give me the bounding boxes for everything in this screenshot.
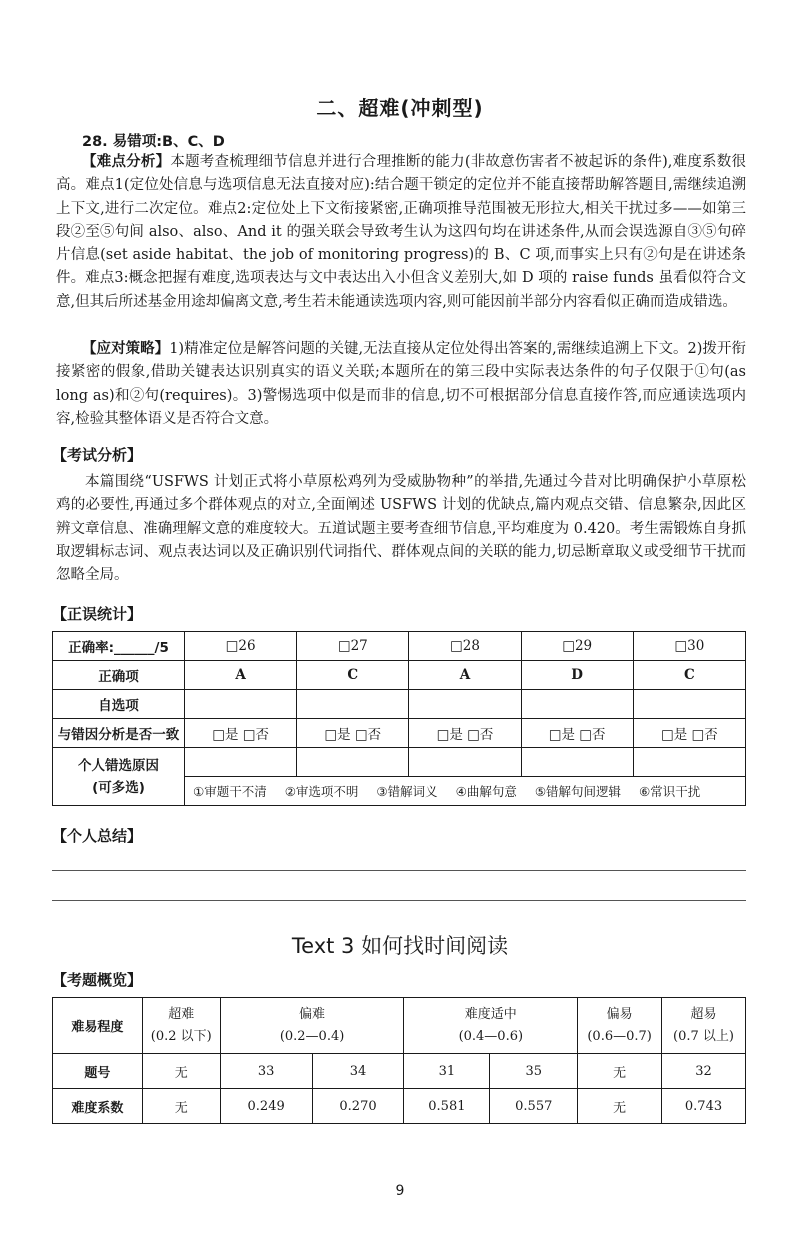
difficulty-coefficient: 0.557 xyxy=(490,1089,578,1124)
reason-option[interactable]: ⑥常识干扰 xyxy=(639,784,701,799)
reason-option[interactable]: ②审选项不明 xyxy=(284,784,359,799)
reason-option[interactable]: ③错解词义 xyxy=(376,784,438,799)
summary-line-1[interactable] xyxy=(52,870,746,871)
level-range: (0.6—0.7) xyxy=(587,1028,652,1044)
summary-line-2[interactable] xyxy=(52,900,746,901)
self-answer-cell[interactable] xyxy=(409,690,521,719)
question-number: 31 xyxy=(404,1054,490,1089)
yes-no-checkbox[interactable]: □是 □否 xyxy=(185,719,297,748)
difficulty-analysis-tag: 【难点分析】 xyxy=(82,154,171,170)
self-answer-cell[interactable] xyxy=(297,690,409,719)
exam-analysis-text: 本篇围绕“USFWS 计划正式将小草原松鸡列为受威胁物种”的举措,先通过今昔对比明确保护小草原松鸡的必要性,再通过多个群体观点的对立,全面阐述 USFWS 计划的优缺点,篇内观点交错、信息繁杂,因此区辨文章信息、准确理解文意的难度较大。五道试题主要考查细节信息,平均难度为 0.420。考生需锻炼自身抓取逻辑标志词、观点表达词以及正确识别代词指代、群体观点间的关联的能力,切忌断章取义或受细节干扰而忽略全局。 xyxy=(56,474,746,584)
question-number: 34 xyxy=(312,1054,404,1089)
reason-blank-cell[interactable] xyxy=(185,748,297,777)
yes-no-checkbox[interactable]: □是 □否 xyxy=(521,719,633,748)
yes-no-checkbox[interactable]: □是 □否 xyxy=(633,719,745,748)
reason-option[interactable]: ④曲解句意 xyxy=(455,784,517,799)
difficulty-coefficient: 0.743 xyxy=(662,1089,746,1124)
stats-row-correct xyxy=(53,661,746,690)
accuracy-cell[interactable]: 正确率:______/5 xyxy=(53,632,185,661)
reason-options xyxy=(185,777,746,806)
self-answer-cell[interactable] xyxy=(521,690,633,719)
strategy-tag: 【应对策略】 xyxy=(82,341,170,357)
difficulty-coefficient: 0.270 xyxy=(312,1089,404,1124)
difficulty-analysis-text: 本题考查梳理细节信息并进行合理推断的能力(非故意伤害者不被起诉的条件),难度系数很高。难点1(定位处信息与选项信息无法直接对应):结合题干锁定的定位并不能直接帮助解答题目,需继续追溯上下文,进行二次定位。难点2:定位处上下文衔接紧密,正确项推导范围被无形拉大,相关干扰过多——如第三段②至⑤句间 also、also、And it 的强关联会导致考生认为这四句均在讲述条件,从而会误选源自③⑤句碎片信息(set aside habitat、the job of monitoring progress)的 B、C 项,而事实上只有②句是在讲述条件。难点3:概念把握有难度,选项表达与文中表达出入小但含义差别大,如 D 项的 raise funds 虽看似符合文意,但其后所述基金用途却偏离文意,考生若未能通读选项内容,则可能因前半部分内容看似正确而造成错选。 xyxy=(56,154,746,310)
yes-no-checkbox[interactable]: □是 □否 xyxy=(297,719,409,748)
reason-blank-cell[interactable] xyxy=(297,748,409,777)
section-title: 二、超难(冲刺型) xyxy=(316,96,484,120)
overview-row-numbers xyxy=(53,1054,746,1089)
correct-label: 正确项 xyxy=(53,661,185,690)
level-super-easy xyxy=(662,998,746,1054)
reason-blank-cell[interactable] xyxy=(409,748,521,777)
text3-title: Text 3 如何找时间阅读 xyxy=(291,934,509,958)
q-checkbox-29[interactable]: □29 xyxy=(521,632,633,661)
stats-table xyxy=(52,631,746,806)
correct-answer: A xyxy=(185,661,297,690)
difficulty-coefficient: 无 xyxy=(142,1089,220,1124)
reason-label-cell xyxy=(53,748,185,806)
difficulty-coefficient: 0.581 xyxy=(404,1089,490,1124)
level-easy xyxy=(578,998,662,1054)
level-name: 偏易 xyxy=(606,1006,633,1022)
level-medium xyxy=(404,998,578,1054)
q-checkbox-30[interactable]: □30 xyxy=(633,632,745,661)
difficulty-analysis xyxy=(56,151,746,314)
level-range: (0.4—0.6) xyxy=(458,1028,524,1044)
question-number: 33 xyxy=(220,1054,312,1089)
level-range: (0.7 以上) xyxy=(673,1028,734,1044)
q-checkbox-26[interactable]: □26 xyxy=(185,632,297,661)
reason-option[interactable]: ⑤错解句间逻辑 xyxy=(534,784,622,799)
level-hard xyxy=(220,998,404,1054)
row-head-level: 难易程度 xyxy=(53,998,143,1054)
level-super-hard xyxy=(142,998,220,1054)
q-checkbox-28[interactable]: □28 xyxy=(409,632,521,661)
strategy-text: 1)精准定位是解答问题的关键,无法直接从定位处得出答案的,需继续追溯上下文。2)拨开衔接紧密的假象,借助关键表达识别真实的语义关联;本题所在的第三段中实际表达条件的句子仅限于①句(as long as)和②句(requires)。3)警惕选项中似是而非的信息,切不可根据部分信息直接作答,而应通读选项内容,检验其整体语义是否符合文意。 xyxy=(56,341,747,427)
reason-sublabel: (可多选) xyxy=(92,779,145,796)
level-name: 超难 xyxy=(168,1006,195,1022)
level-name: 偏难 xyxy=(299,1006,326,1022)
reason-blank-cell[interactable] xyxy=(633,748,745,777)
level-name: 难度适中 xyxy=(464,1006,517,1022)
self-label: 自选项 xyxy=(53,690,185,719)
summary-label: 【个人总结】 xyxy=(52,827,143,845)
reason-option[interactable]: ①审题干不清 xyxy=(193,784,267,799)
difficulty-coefficient: 无 xyxy=(578,1089,662,1124)
exam-analysis-label: 【考试分析】 xyxy=(52,446,143,464)
row-head-coefficient: 难度系数 xyxy=(53,1089,143,1124)
yes-no-checkbox[interactable]: □是 □否 xyxy=(409,719,521,748)
stats-row-self xyxy=(53,690,746,719)
correct-answer: C xyxy=(633,661,745,690)
q-checkbox-27[interactable]: □27 xyxy=(297,632,409,661)
stats-label: 【正误统计】 xyxy=(52,605,143,623)
reason-blank-cell[interactable] xyxy=(521,748,633,777)
overview-row-coefficients xyxy=(53,1089,746,1124)
strategy xyxy=(56,338,746,431)
question-number: 32 xyxy=(662,1054,746,1089)
difficulty-coefficient: 0.249 xyxy=(220,1089,312,1124)
stats-row-match xyxy=(53,719,746,748)
correct-answer: C xyxy=(297,661,409,690)
self-answer-cell[interactable] xyxy=(185,690,297,719)
overview-label: 【考题概览】 xyxy=(52,971,143,989)
match-label: 与错因分析是否一致 xyxy=(53,719,185,748)
level-range: (0.2—0.4) xyxy=(279,1028,345,1044)
level-name: 超易 xyxy=(690,1006,717,1022)
question-number: 无 xyxy=(578,1054,662,1089)
correct-answer: A xyxy=(409,661,521,690)
overview-row-levels xyxy=(53,998,746,1054)
stats-row-reason-blank xyxy=(53,748,746,777)
page-number: 9 xyxy=(395,1183,405,1199)
question-number: 35 xyxy=(490,1054,578,1089)
correct-answer: D xyxy=(521,661,633,690)
reason-label: 个人错选原因 xyxy=(78,757,159,774)
question-number: 无 xyxy=(142,1054,220,1089)
stats-row-questions xyxy=(53,632,746,661)
self-answer-cell[interactable] xyxy=(633,690,745,719)
row-head-number: 题号 xyxy=(53,1054,143,1089)
question-head: 28. 易错项:B、C、D xyxy=(82,134,225,150)
level-range: (0.2 以下) xyxy=(150,1028,212,1044)
overview-table xyxy=(52,997,746,1124)
